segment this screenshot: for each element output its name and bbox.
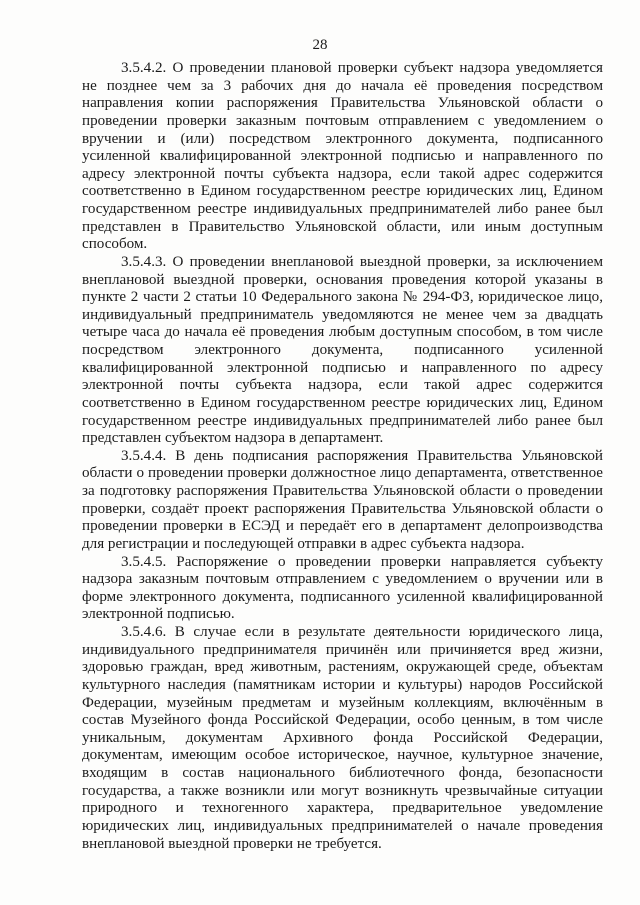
page-number: 28 [312, 37, 328, 53]
paragraph-3-5-4-5: 3.5.4.5. Распоряжение о проведении проверки направляется субъекту надзора заказным почтовым отправлением с уведомлением о вручении или в форме электронного документа, подписанного усиленной квалифицированной электронной подписью. [82, 553, 603, 623]
document-body [82, 60, 603, 853]
paragraph-3-5-4-2: 3.5.4.2. О проведении плановой проверки субъект надзора уведомляется не позднее чем за 3 рабочих дня до начала её проведения посредством направления копии распоряжения Правительства Ульяновской области о проведении проверки заказным почтовым отправлением с уведомлением о вручении и (или) посредством электронного документа, подписанного усиленной квалифицированной электронной подписью и направленного по адресу электронной почты субъекта надзора, если такой адрес содержится соответственно в Едином государственном реестре юридических лиц, Едином государственном реестре индивидуальных предпринимателей либо ранее был представлен в Правительство Ульяновской области, или иным доступным способом. [82, 60, 603, 253]
paragraph-3-5-4-3: 3.5.4.3. О проведении внеплановой выездной проверки, за исключением внеплановой выездной проверки, основания проведения которой указаны в пункте 2 части 2 статьи 10 Федерального закона № 294-ФЗ, юридическое лицо, индивидуальный предприниматель уведомляются не менее чем за двадцать четыре часа до начала её проведения любым доступным способом, в том числе посредством электронного документа, подписанного усиленной квалифицированной электронной подписью и направленного по адресу электронной почты субъекта надзора, если такой адрес содержится соответственно в Едином государственном реестре юридических лиц, Едином государственном реестре индивидуальных предпринимателей либо ранее был представлен субъектом надзора в департамент. [82, 253, 603, 447]
paragraph-3-5-4-4: 3.5.4.4. В день подписания распоряжения Правительства Ульяновской области о проведении проверки должностное лицо департамента, ответственное за подготовку распоряжения Правительства Ульяновской области о проведении проверки, создаёт проект распоряжения Правительства Ульяновской области о проведении проверки в ЕСЭД и передаёт его в департамент делопроизводства для регистрации и последующей отправки в адрес субъекта надзора. [82, 447, 603, 552]
paragraph-3-5-4-6: 3.5.4.6. В случае если в результате деятельности юридического лица, индивидуального предпринимателя причинён или причиняется вред жизни, здоровью граждан, вред животным, растениям, окружающей среде, объектам культурного наследия (памятникам истории и культуры) народов Российской Федерации, музейным предметам и музейным коллекциям, включённым в состав Музейного фонда Российской Федерации, особо ценным, в том числе уникальным, документам Архивного фонда Российской Федерации, документам, имеющим особое историческое, научное, культурное значение, входящим в состав национального библиотечного фонда, безопасности государства, а также возникли или могут возникнуть чрезвычайные ситуации природного и техногенного характера, предварительное уведомление юридических лиц, индивидуальных предпринимателей о начале проведения внеплановой выездной проверки не требуется. [82, 624, 603, 852]
